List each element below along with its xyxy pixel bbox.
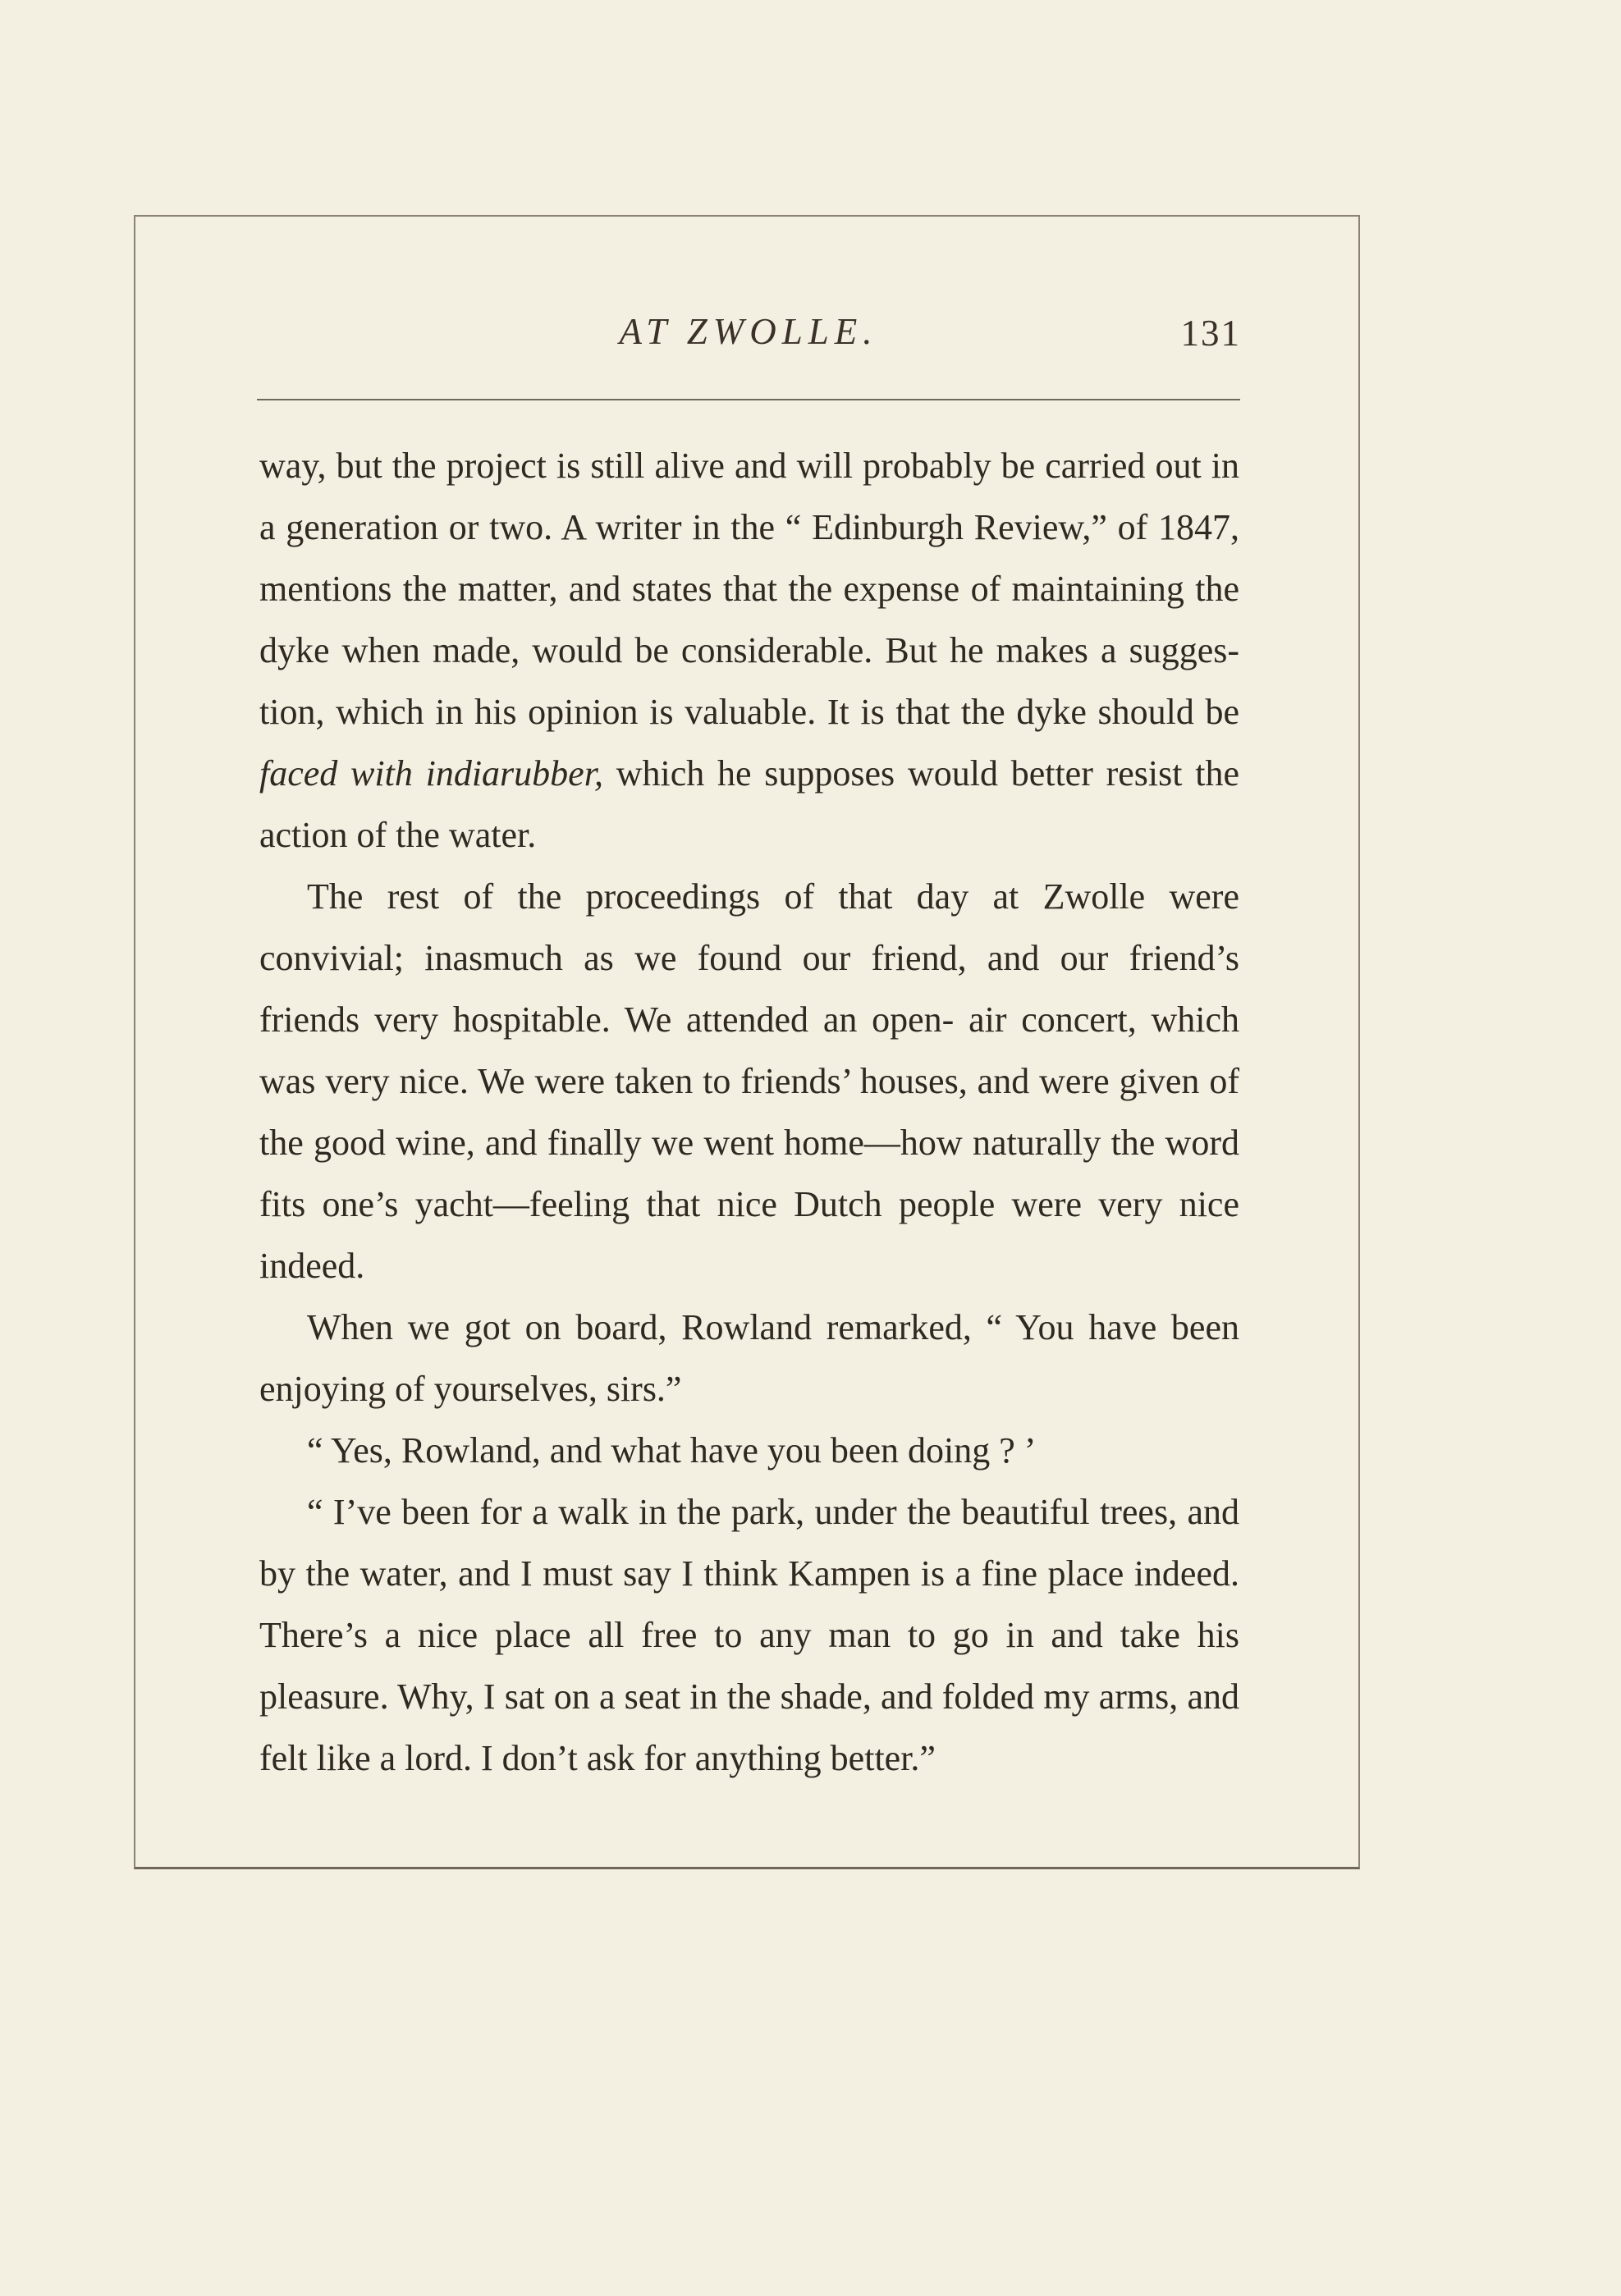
paragraph-1-text-b: which he supposes would better resist the action of the water. — [259, 753, 1239, 855]
paragraph-1-italic: faced with indiarubber, — [259, 753, 603, 794]
paragraph-3: When we got on board, Rowland remarked, “ You have been enjoying of yourselves, sirs.” — [259, 1307, 1239, 1409]
paragraph-1-text-a: way, but the project is still alive and will probably be carried out in a generation or two. A writer in the “ Edinburgh Review,” of 1847, mentions the matter, and states that the expense of maintaining the dyke when made, would be considerable. But he makes a sugges- tion, which in his opinion is valuable. It is that the dyke should be — [259, 446, 1239, 732]
running-title: AT ZWOLLE. — [619, 311, 878, 352]
paragraph-5: “ I’ve been for a walk in the park, under the beautiful trees, and by the water, and I must say I think Kampen is a fine place indeed. There’s a nice place all free to any man to go in and take his pleasure. Why, I sat on a seat in the shade, and folded my arms, and felt like a lord. I don’t ask for anything better.” — [259, 1492, 1239, 1778]
paragraph-1 — [259, 435, 1239, 866]
body-text — [259, 435, 1239, 1789]
running-head — [256, 310, 1241, 368]
paragraph-2: The rest of the proceedings of that day at Zwolle were convivial; inasmuch as we found our friend, and our friend’s friends very hospitable. We attended an open- air concert, which was very nice. We were taken to friends’ houses, and were given of the good wine, and finally we went home—how naturally the word fits one’s yacht—feeling that nice Dutch people were very nice indeed. — [259, 876, 1239, 1286]
page-number: 131 — [1180, 313, 1241, 354]
paragraph-4: “ Yes, Rowland, and what have you been doing ? ’ — [307, 1430, 1037, 1470]
header-rule — [257, 399, 1240, 400]
